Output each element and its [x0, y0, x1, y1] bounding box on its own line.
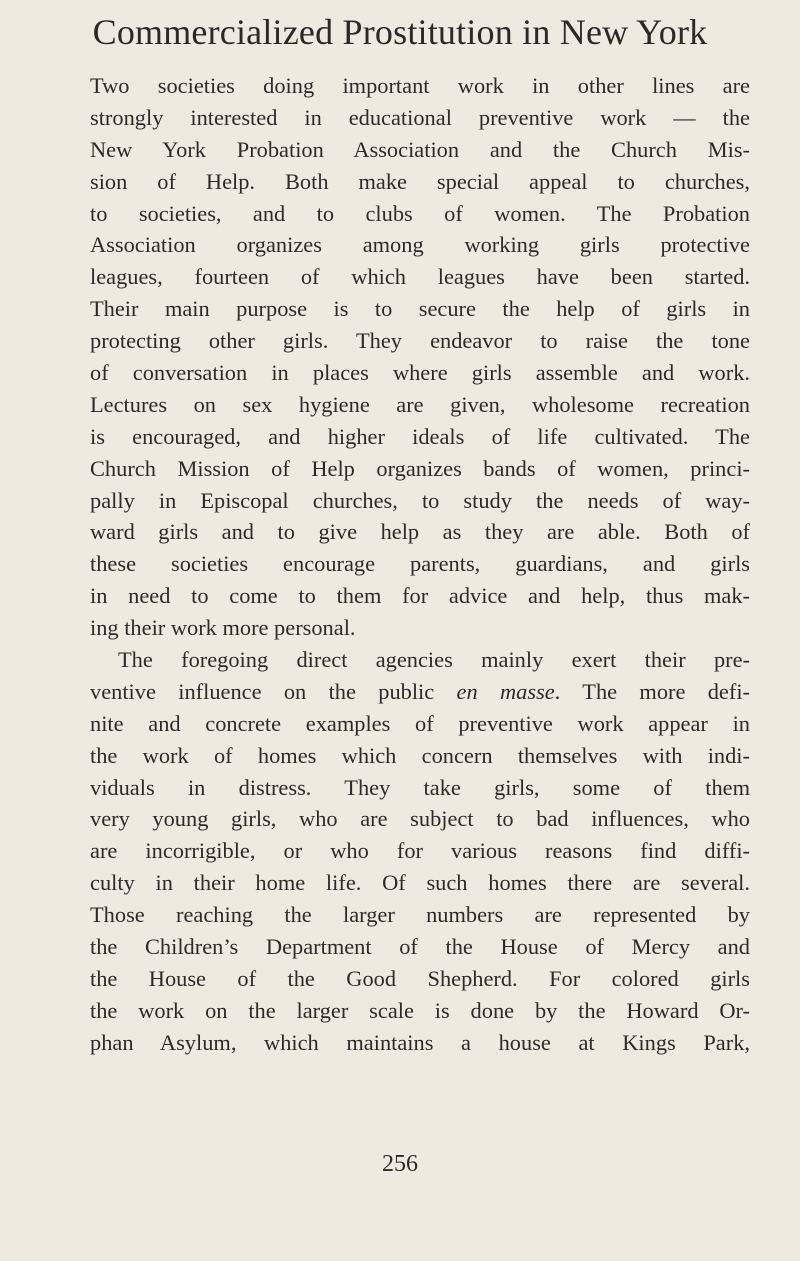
line-text: phan Asylum, which maintains a house at Kings Park, [90, 1029, 750, 1055]
text-line [90, 1027, 750, 1059]
text-line: Church Mission of Help organizes bands of women, princi- [90, 455, 750, 481]
text-line [90, 931, 750, 963]
line-text: the work on the larger scale is done by the Howard Or- [90, 997, 750, 1023]
text-line: leagues, fourteen of which leagues have been started. [90, 264, 750, 290]
paragraph-1 [90, 70, 750, 644]
text-line: protecting other girls. They endeavor to raise the tone [90, 328, 750, 354]
paragraph-2 [90, 644, 750, 1059]
text-line [90, 899, 750, 931]
line-text: The foregoing direct agencies mainly exert their pre- [118, 647, 750, 673]
body-text [90, 70, 750, 1059]
line-text: very young girls, who are subject to bad influences, who [90, 806, 750, 832]
text-line: Lectures on sex hygiene are given, wholesome recreation [90, 391, 750, 417]
text-line [90, 676, 750, 708]
line-text: the work of homes which concern themselves with indi- [90, 742, 750, 768]
line-text: the Children’s Department of the House of Mercy and [90, 934, 750, 960]
line-text: Those reaching the larger numbers are represented by [90, 902, 750, 928]
line-text: . The more defi- [554, 678, 751, 704]
line-text: nite and concrete examples of preventive work appear in [90, 710, 750, 736]
text-line [90, 867, 750, 899]
text-line: ward girls and to give help as they are able. Both of [90, 519, 750, 545]
line-text: ventive influence on the public [90, 678, 457, 704]
text-line: Two societies doing important work in other lines are [90, 73, 750, 98]
line-text: the House of the Good Shepherd. For colored girls [90, 965, 750, 991]
text-line [90, 772, 750, 804]
line-text: are incorrigible, or who for various reasons find diffi- [90, 838, 750, 864]
text-line: of conversation in places where girls assemble and work. [90, 360, 750, 386]
text-line: strongly interested in educational preventive work — the [90, 104, 750, 130]
running-head: Commercialized Prostitution in New York [92, 12, 708, 52]
text-line: is encouraged, and higher ideals of life cultivated. The [90, 423, 750, 449]
text-line [90, 644, 750, 676]
text-line [90, 995, 750, 1027]
text-line [90, 740, 750, 772]
text-line [90, 835, 750, 867]
text-line: sion of Help. Both make special appeal to churches, [90, 168, 750, 194]
text-line [90, 708, 750, 740]
line-text: culty in their home life. Of such homes there are several. [90, 870, 750, 896]
line-text: viduals in distress. They take girls, some of them [90, 774, 750, 800]
text-line [90, 803, 750, 835]
text-line: Association organizes among working girls protective [90, 232, 750, 258]
italic-phrase: en masse [456, 678, 555, 704]
text-line: ing their work more personal. [90, 615, 356, 641]
text-line: these societies encourage parents, guardians, and girls [90, 551, 750, 577]
text-line: Their main purpose is to secure the help of girls in [90, 296, 750, 322]
text-line: pally in Episcopal churches, to study the needs of way- [90, 487, 750, 513]
text-line: New York Probation Association and the Church Mis- [90, 136, 750, 162]
text-line [90, 963, 750, 995]
page-number: 256 [382, 1151, 418, 1177]
text-line: to societies, and to clubs of women. The Probation [90, 200, 750, 226]
text-line: in need to come to them for advice and help, thus mak- [90, 583, 750, 609]
